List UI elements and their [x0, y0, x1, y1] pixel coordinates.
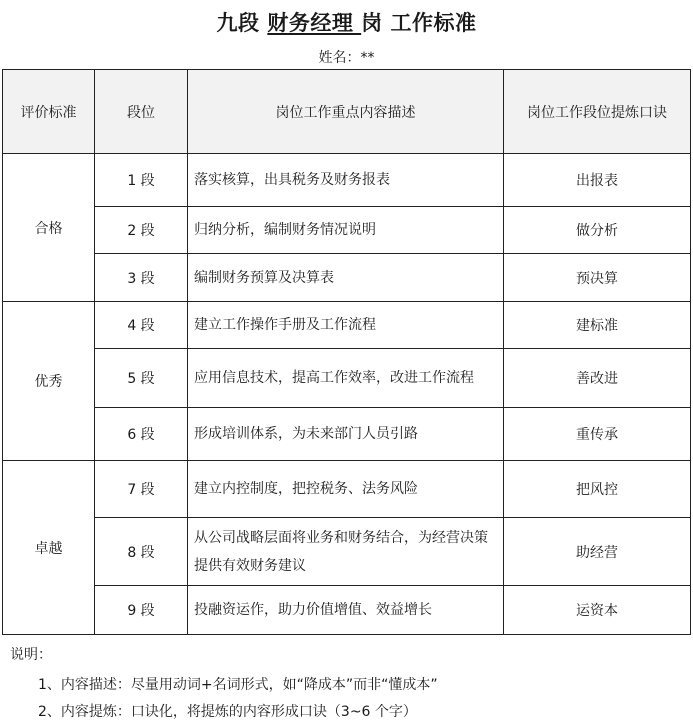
level-cell: 8 段 [95, 518, 188, 586]
notes-section [10, 644, 438, 726]
header-row [3, 70, 691, 154]
note-item: 2、内容提炼：口诀化，将提炼的内容形成口诀（3~6 个字） [38, 704, 417, 720]
table-row [3, 408, 691, 461]
keyword-cell: 建标准 [504, 302, 691, 349]
grade-cell: 卓越 [3, 461, 95, 635]
grade-cell: 优秀 [3, 302, 95, 461]
table-row [3, 302, 691, 349]
note-item: 1、内容描述：尽量用动词+名词形式，如“降成本”而非“懂成本” [38, 677, 438, 693]
description-cell: 建立工作操作手册及工作流程 [188, 302, 504, 349]
level-cell: 3 段 [95, 254, 188, 302]
level-cell: 9 段 [95, 586, 188, 635]
table-row [3, 154, 691, 207]
keyword-cell: 做分析 [504, 207, 691, 254]
table-row [3, 518, 691, 586]
keyword-cell: 助经营 [504, 518, 691, 586]
notes-heading: 说明： [10, 647, 52, 663]
standards-table [2, 69, 691, 635]
table-row [3, 254, 691, 302]
description-cell: 投融资运作，助力价值增值、效益增长 [188, 586, 504, 635]
description-cell: 编制财务预算及决算表 [188, 254, 504, 302]
description-cell: 落实核算，出具税务及财务报表 [188, 154, 504, 207]
header-level: 段位 [95, 70, 188, 154]
name-line: 姓名：** [318, 50, 375, 66]
header-grade: 评价标准 [3, 70, 95, 154]
grade-cell: 合格 [3, 154, 95, 302]
keyword-cell: 善改进 [504, 349, 691, 408]
title-suffix: 岗 工作标准 [361, 11, 477, 35]
keyword-cell: 重传承 [504, 408, 691, 461]
level-cell: 2 段 [95, 207, 188, 254]
description-cell: 归纳分析，编制财务情况说明 [188, 207, 504, 254]
title-role: 财务经理 [267, 11, 362, 35]
header-description: 岗位工作重点内容描述 [188, 70, 504, 154]
table-row [3, 586, 691, 635]
page-title [0, 7, 693, 37]
level-cell: 4 段 [95, 302, 188, 349]
header-keyword: 岗位工作段位提炼口诀 [504, 70, 691, 154]
keyword-cell: 运资本 [504, 586, 691, 635]
level-cell: 6 段 [95, 408, 188, 461]
level-cell: 7 段 [95, 461, 188, 518]
keyword-cell: 把风控 [504, 461, 691, 518]
table-row [3, 461, 691, 518]
level-cell: 1 段 [95, 154, 188, 207]
description-cell: 从公司战略层面将业务和财务结合，为经营决策提供有效财务建议 [188, 518, 504, 586]
level-cell: 5 段 [95, 349, 188, 408]
description-cell: 形成培训体系，为未来部门人员引路 [188, 408, 504, 461]
table-row [3, 349, 691, 408]
title-prefix: 九段 [216, 11, 268, 35]
description-cell: 应用信息技术，提高工作效率，改进工作流程 [188, 349, 504, 408]
table-row [3, 207, 691, 254]
keyword-cell: 出报表 [504, 154, 691, 207]
keyword-cell: 预决算 [504, 254, 691, 302]
description-cell: 建立内控制度，把控税务、法务风险 [188, 461, 504, 518]
